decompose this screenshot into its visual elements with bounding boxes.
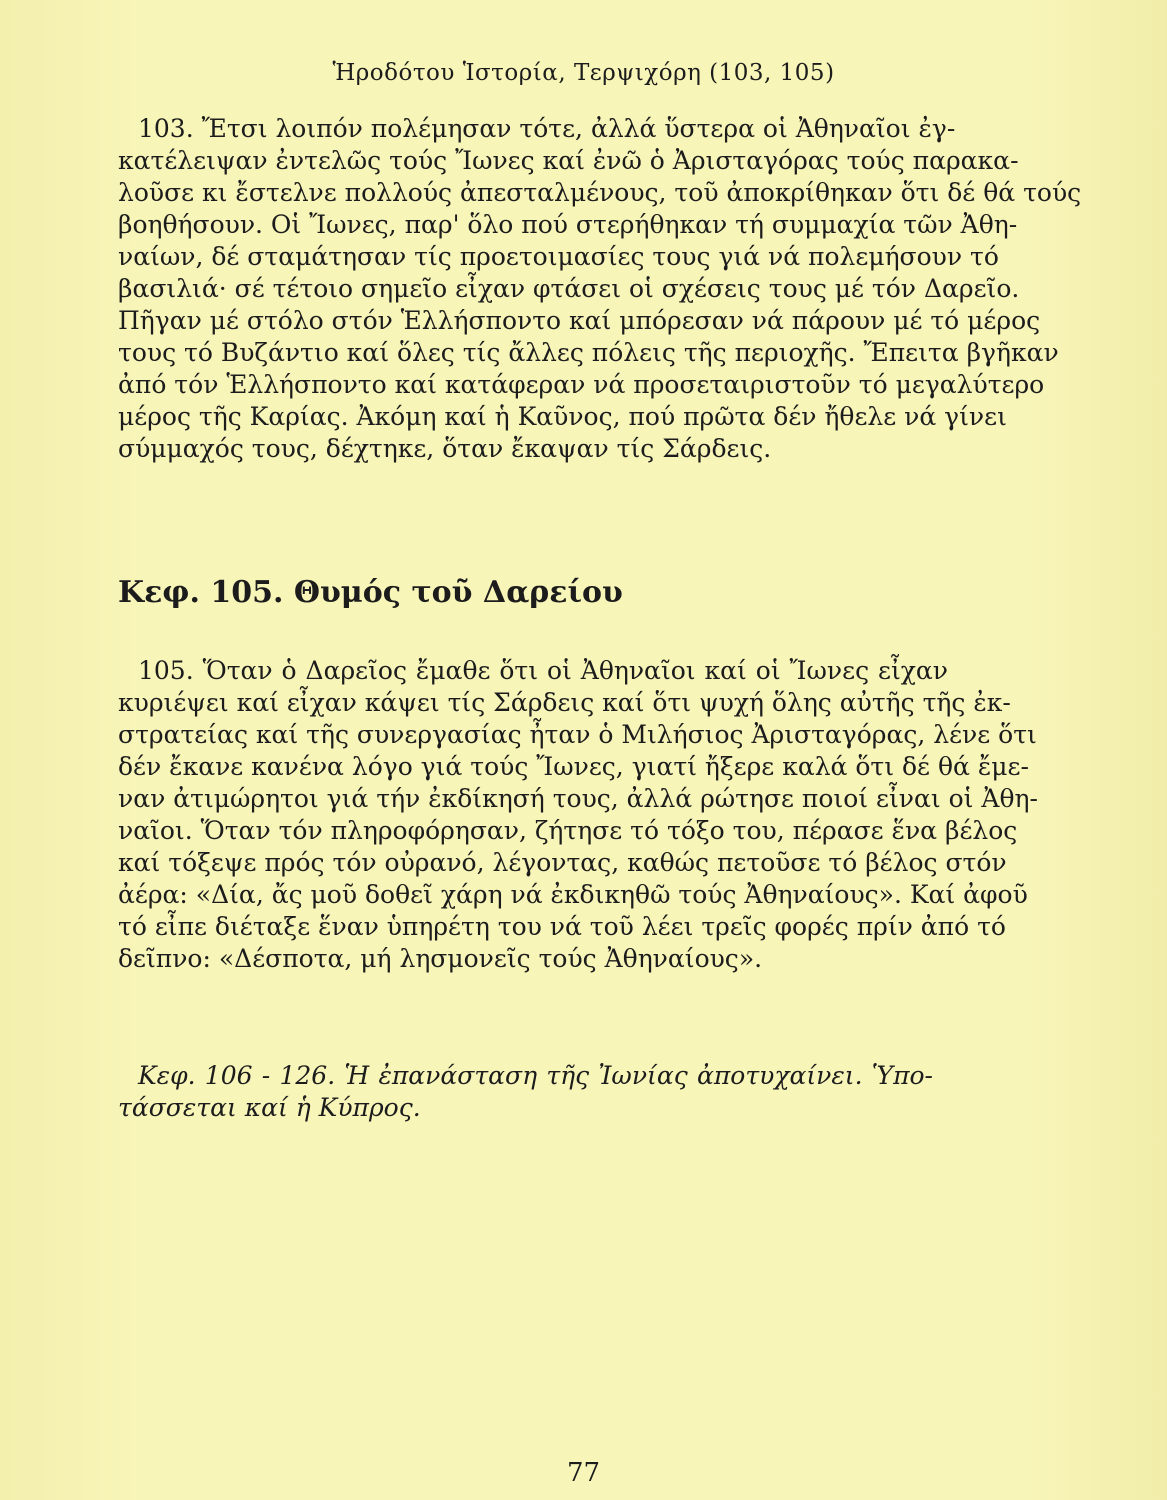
section-103-line: βοηθήσουν. Οἱ Ἴωνες, παρ' ὅλο πού στερήθηκαν τή συμμαχία τῶν Ἀθη-: [118, 210, 1018, 239]
section-105-line: δεῖπνο: «Δέσποτα, μή λησμονεῖς τούς Ἀθηναίους».: [118, 944, 763, 973]
page-number: 77: [566, 1458, 601, 1488]
section-105-line: κυριέψει καί εἶχαν κάψει τίς Σάρδεις καί ὅτι ψυχή ὅλης αὐτῆς τῆς ἐκ-: [118, 688, 1011, 717]
section-105-line: ναῖοι. Ὅταν τόν πληροφόρησαν, ζήτησε τό τόξο του, πέρασε ἕνα βέλος: [118, 816, 1018, 845]
section-103-paragraph: [118, 113, 1082, 465]
header-title: Ἡροδότου Ἱστορία, Τερψιχόρη (103, 105): [332, 60, 835, 86]
chapter-105-heading: Κεφ. 105. Θυμός τοῦ Δαρείου: [118, 575, 623, 610]
section-103-line: κατέλειψαν ἐντελῶς τούς Ἴωνες καί ἐνῶ ὁ Ἀρισταγόρας τούς παρακα-: [118, 146, 1019, 175]
section-103-line: μέρος τῆς Καρίας. Ἀκόμη καί ἡ Καῦνος, πού πρῶτα δέν ἤθελε νά γίνει: [118, 402, 1007, 431]
section-103-line: βασιλιά· σέ τέτοιο σημεῖο εἶχαν φτάσει οἱ σχέσεις τους μέ τόν Δαρεῖο.: [118, 274, 1020, 303]
section-105-line: δέν ἔκανε κανένα λόγο γιά τούς Ἴωνες, γιατί ἤξερε καλά ὅτι δέ θά ἔμε-: [118, 752, 1029, 781]
section-103-line: ναίων, δέ σταμάτησαν τίς προετοιμασίες τους γιά νά πολεμήσουν τό: [118, 242, 999, 271]
section-103-line: Πῆγαν μέ στόλο στόν Ἑλλήσποντο καί μπόρεσαν νά πάρουν μέ τό μέρος: [118, 306, 1041, 335]
note-line: τάσσεται καί ἡ Κύπρος.: [118, 1093, 421, 1122]
section-105-paragraph: [118, 655, 1038, 975]
section-103-line: λοῦσε κι ἔστελνε πολλούς ἀπεσταλμένους, τοῦ ἀποκρίθηκαν ὅτι δέ θά τούς: [118, 178, 1082, 207]
section-105-line: καί τόξεψε πρός τόν οὐρανό, λέγοντας, καθώς πετοῦσε τό βέλος στόν: [118, 848, 1007, 877]
section-103-line: σύμμαχός τους, δέχτηκε, ὅταν ἔκαψαν τίς Σάρδεις.: [118, 434, 772, 463]
section-103-line: τους τό Βυζάντιο καί ὅλες τίς ἄλλες πόλεις τῆς περιοχῆς. Ἔπειτα βγῆκαν: [118, 338, 1059, 367]
page-header: [0, 60, 1167, 86]
section-105-line: ἀέρα: «Δία, ἄς μοῦ δοθεῖ χάρη νά ἐκδικηθῶ τούς Ἀθηναίους». Καί ἀφοῦ: [118, 880, 1028, 909]
section-103-line: 103. Ἔτσι λοιπόν πολέμησαν τότε, ἀλλά ὕστερα οἱ Ἀθηναῖοι ἐγ-: [138, 114, 956, 143]
section-105-line: τό εἶπε διέταξε ἕναν ὑπηρέτη του νά τοῦ λέει τρεῖς φορές πρίν ἀπό τό: [118, 912, 1006, 941]
section-105-line: ναν ἀτιμώρητοι γιά τήν ἐκδίκησή τους, ἀλλά ρώτησε ποιοί εἶναι οἱ Ἀθη-: [118, 784, 1038, 813]
note-line: Κεφ. 106 - 126. Ἡ ἐπανάσταση τῆς Ἰωνίας ἀποτυχαίνει. Ὑπο-: [138, 1061, 933, 1090]
section-105-line: 105. Ὅταν ὁ Δαρεῖος ἔμαθε ὅτι οἱ Ἀθηναῖοι καί οἱ Ἴωνες εἶχαν: [138, 656, 948, 685]
section-103-line: ἀπό τόν Ἑλλήσποντο καί κατάφεραν νά προσεταιριστοῦν τό μεγαλύτερο: [118, 370, 1045, 399]
section-105-line: στρατείας καί τῆς συνεργασίας ἦταν ὁ Μιλήσιος Ἀρισταγόρας, λένε ὅτι: [118, 720, 1037, 749]
chapter-summary-note: [118, 1060, 933, 1124]
